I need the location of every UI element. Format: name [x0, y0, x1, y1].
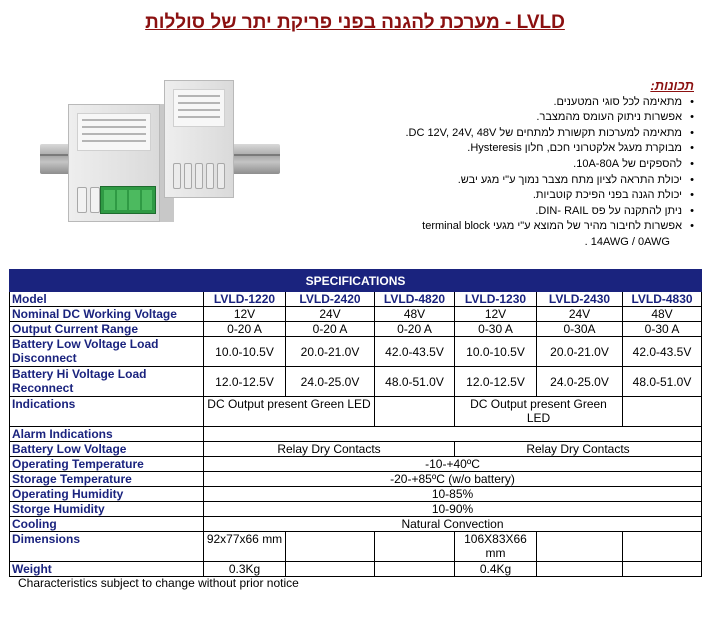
low-voltage-cell: 42.0-43.5V: [623, 337, 702, 367]
specifications-table: [9, 269, 702, 577]
feature-item: • להספקים של 10A-80A.: [294, 157, 694, 173]
cooling-label: Cooling: [10, 517, 204, 532]
nominal-voltage-cell: 12V: [204, 307, 286, 322]
operating-temperature-cell: -10-+40ºC: [204, 457, 702, 472]
low-voltage-cell: 20.0-21.0V: [537, 337, 623, 367]
lvld-unit-right: [164, 80, 234, 198]
dimensions-cell: 106X83X66 mm: [455, 532, 537, 562]
storage-humidity-label: Storge Humidity: [10, 502, 204, 517]
nominal-voltage-label: Nominal DC Working Voltage: [10, 307, 204, 322]
relay-contacts-cell: Relay Dry Contacts: [455, 442, 702, 457]
low-voltage-cell: 42.0-43.5V: [375, 337, 455, 367]
storage-humidity-cell: 10-90%: [204, 502, 702, 517]
empty-cell: [623, 397, 702, 427]
dimensions-label: Dimensions: [10, 532, 204, 562]
model-cell: LVLD-4830: [623, 292, 702, 307]
empty-cell: [623, 562, 702, 577]
empty-cell: [286, 562, 375, 577]
model-cell: LVLD-1220: [204, 292, 286, 307]
feature-item: • אפשרות לחיבור מהיר של המוצא ע"י מגעי terminal block: [294, 219, 694, 235]
feature-item: • יכולת הגנה בפני הפיכת קוטביות.: [294, 188, 694, 204]
empty-cell: [537, 532, 623, 562]
disclaimer-note: Characteristics subject to change without prior notice: [18, 576, 299, 590]
low-voltage-disconnect-label: Battery Low Voltage Load Disconnect: [10, 337, 204, 367]
low-voltage-cell: 10.0-10.5V: [204, 337, 286, 367]
nominal-voltage-cell: 24V: [286, 307, 375, 322]
weight-label: Weight: [10, 562, 204, 577]
output-current-cell: 0-30A: [537, 322, 623, 337]
features-section: [294, 78, 694, 251]
output-current-cell: 0-20 A: [286, 322, 375, 337]
cooling-cell: Natural Convection: [204, 517, 702, 532]
output-current-cell: 0-30 A: [455, 322, 537, 337]
product-photo: [40, 80, 280, 230]
low-voltage-cell: 20.0-21.0V: [286, 337, 375, 367]
hi-voltage-cell: 24.0-25.0V: [286, 367, 375, 397]
weight-cell: 0.4Kg: [455, 562, 537, 577]
model-cell: LVLD-1230: [455, 292, 537, 307]
alarm-indications-cell: [204, 427, 702, 442]
feature-item: • אפשרות ניתוק העומס מהמצבר.: [294, 110, 694, 126]
model-label: Model: [10, 292, 204, 307]
feature-item: • מבוקרת מעגל אלקטרוני חכם, חלון Hysteresis.: [294, 141, 694, 157]
output-current-cell: 0-30 A: [623, 322, 702, 337]
feature-item: • ניתן להתקנה על פס DIN- RAIL.: [294, 204, 694, 220]
storage-temperature-cell: -20-+85ºC (w/o battery): [204, 472, 702, 487]
model-cell: LVLD-2430: [537, 292, 623, 307]
page-title: LVLD - מערכת להגנה בפני פריקת יתר של סוללות: [145, 12, 565, 33]
nominal-voltage-cell: 48V: [375, 307, 455, 322]
hi-voltage-cell: 24.0-25.0V: [537, 367, 623, 397]
weight-cell: 0.3Kg: [204, 562, 286, 577]
feature-item: • מתאימה לכל סוגי המטענים.: [294, 95, 694, 111]
empty-cell: [623, 532, 702, 562]
empty-cell: [375, 397, 455, 427]
output-current-cell: 0-20 A: [375, 322, 455, 337]
feature-continuation: 14AWG / 0AWG .: [584, 235, 670, 248]
output-current-label: Output Current Range: [10, 322, 204, 337]
alarm-indications-label: Alarm Indications: [10, 427, 204, 442]
features-heading: תכונות:: [650, 78, 694, 93]
battery-low-voltage-label: Battery Low Voltage: [10, 442, 204, 457]
hi-voltage-cell: 12.0-12.5V: [204, 367, 286, 397]
feature-item: • מתאימה למערכות תקשורת למתחים של DC 12V, 24V, 48V.: [294, 126, 694, 142]
indications-cell: DC Output present Green LED: [204, 397, 375, 427]
model-cell: LVLD-4820: [375, 292, 455, 307]
output-current-cell: 0-20 A: [204, 322, 286, 337]
model-cell: LVLD-2420: [286, 292, 375, 307]
hi-voltage-reconnect-label: Battery Hi Voltage Load Reconnect: [10, 367, 204, 397]
operating-humidity-label: Operating Humidity: [10, 487, 204, 502]
nominal-voltage-cell: 24V: [537, 307, 623, 322]
relay-contacts-cell: Relay Dry Contacts: [204, 442, 455, 457]
low-voltage-cell: 10.0-10.5V: [455, 337, 537, 367]
hi-voltage-cell: 48.0-51.0V: [623, 367, 702, 397]
features-list: [294, 95, 694, 235]
hi-voltage-cell: 12.0-12.5V: [455, 367, 537, 397]
specifications-header: SPECIFICATIONS: [10, 270, 702, 292]
empty-cell: [375, 562, 455, 577]
operating-humidity-cell: 10-85%: [204, 487, 702, 502]
indications-cell: DC Output present Green LED: [455, 397, 623, 427]
feature-item: • יכולת התראה לציון מתח מצבר נמוך ע"י מגע יבש.: [294, 173, 694, 189]
nominal-voltage-cell: 48V: [623, 307, 702, 322]
empty-cell: [375, 532, 455, 562]
empty-cell: [286, 532, 375, 562]
nominal-voltage-cell: 12V: [455, 307, 537, 322]
dimensions-cell: 92x77x66 mm: [204, 532, 286, 562]
indications-label: Indications: [10, 397, 204, 427]
storage-temperature-label: Storage Temperature: [10, 472, 204, 487]
operating-temperature-label: Operating Temperature: [10, 457, 204, 472]
hi-voltage-cell: 48.0-51.0V: [375, 367, 455, 397]
empty-cell: [537, 562, 623, 577]
green-terminal-block: [100, 186, 156, 214]
